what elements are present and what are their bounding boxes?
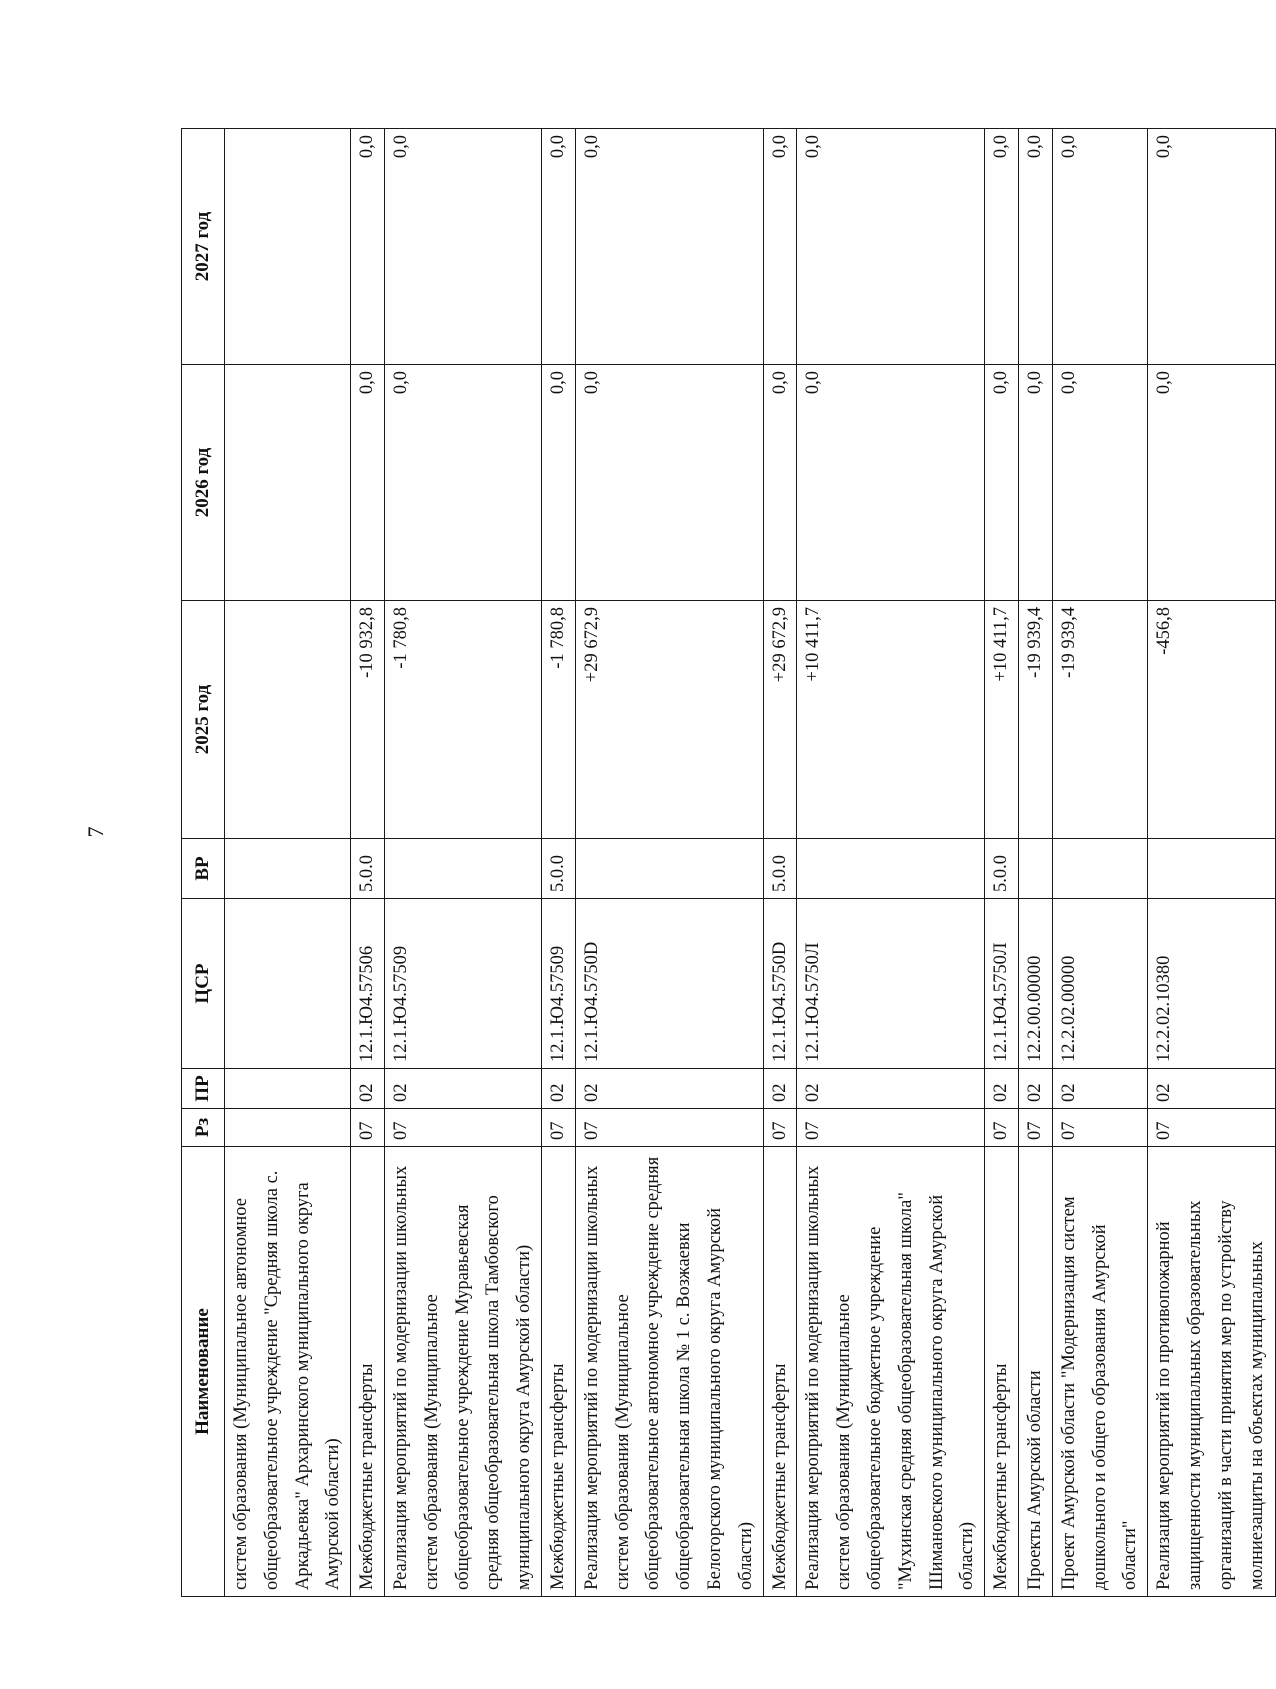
cell-2025: -19 939,4 xyxy=(1018,601,1052,839)
page-number: 7 xyxy=(83,826,108,838)
cell-2027: 0,0 xyxy=(1052,129,1147,365)
cell-vr: 5.0.0 xyxy=(763,839,797,899)
cell-pr: 02 xyxy=(384,1069,541,1109)
header-2025: 2025 год xyxy=(182,601,225,839)
cell-rz: 07 xyxy=(541,1109,575,1147)
cell-vr xyxy=(1018,839,1052,899)
cell-rz: 07 xyxy=(985,1109,1019,1147)
header-2027: 2027 год xyxy=(182,129,225,365)
cell-csr: 12.1.Ю4.57509 xyxy=(384,899,541,1069)
cell-csr: 12.1.Ю4.5750D xyxy=(763,899,797,1069)
cell-vr: 5.0.0 xyxy=(541,839,575,899)
table-row xyxy=(985,129,1019,1597)
table-row xyxy=(351,129,385,1597)
cell-pr: 02 xyxy=(797,1069,985,1109)
table-row xyxy=(1148,129,1276,1597)
cell-2025: +29 672,9 xyxy=(575,601,763,839)
cell-pr: 02 xyxy=(541,1069,575,1109)
cell-2027: 0,0 xyxy=(541,129,575,365)
cell-name: Межбюджетные трансферты xyxy=(763,1147,797,1597)
header-2026: 2026 год xyxy=(182,365,225,601)
cell-2027: 0,0 xyxy=(985,129,1019,365)
cell-pr: 02 xyxy=(985,1069,1019,1109)
cell-2026: 0,0 xyxy=(384,365,541,601)
cell-2027: 0,0 xyxy=(1148,129,1276,365)
budget-table xyxy=(181,128,1276,1597)
table-row xyxy=(225,129,351,1597)
cell-pr xyxy=(225,1069,351,1109)
cell-csr: 12.2.02.00000 xyxy=(1052,899,1147,1069)
cell-csr: 12.1.Ю4.57506 xyxy=(351,899,385,1069)
cell-name: Проекты Амурской области xyxy=(1018,1147,1052,1597)
cell-2027: 0,0 xyxy=(351,129,385,365)
cell-rz: 07 xyxy=(1018,1109,1052,1147)
cell-2025: +10 411,7 xyxy=(985,601,1019,839)
cell-2026: 0,0 xyxy=(763,365,797,601)
cell-2026: 0,0 xyxy=(351,365,385,601)
cell-csr: 12.2.02.10380 xyxy=(1148,899,1276,1069)
rotated-page-content xyxy=(181,129,1267,1597)
cell-2026 xyxy=(225,365,351,601)
cell-rz xyxy=(225,1109,351,1147)
cell-vr xyxy=(1148,839,1276,899)
cell-vr xyxy=(1052,839,1147,899)
cell-name: Реализация мероприятий по модернизации школьных систем образования (Муниципальное общеобразовательное бюджетное учреждение "Мухинская средняя общеобразовательная школа" Шимановского муниципального округа Амурской области) xyxy=(797,1147,985,1597)
cell-pr: 02 xyxy=(763,1069,797,1109)
cell-2025: -19 939,4 xyxy=(1052,601,1147,839)
cell-2025: -1 780,8 xyxy=(541,601,575,839)
cell-name: Проект Амурской области "Модернизация систем дошкольного и общего образования Амурской области" xyxy=(1052,1147,1147,1597)
table-row xyxy=(1018,129,1052,1597)
cell-rz: 07 xyxy=(797,1109,985,1147)
cell-name: Реализация мероприятий по модернизации школьных систем образования (Муниципальное общеобразовательное автономное учреждение средняя общеобразовательная школа № 1 с. Возжаевки Белогорского муниципального округа Амурской области) xyxy=(575,1147,763,1597)
cell-rz: 07 xyxy=(575,1109,763,1147)
cell-2027: 0,0 xyxy=(763,129,797,365)
cell-2026: 0,0 xyxy=(797,365,985,601)
table-row xyxy=(575,129,763,1597)
cell-vr xyxy=(575,839,763,899)
table-row xyxy=(384,129,541,1597)
cell-pr: 02 xyxy=(351,1069,385,1109)
cell-rz: 07 xyxy=(1148,1109,1276,1147)
cell-pr: 02 xyxy=(575,1069,763,1109)
cell-pr: 02 xyxy=(1052,1069,1147,1109)
cell-2025: +29 672,9 xyxy=(763,601,797,839)
cell-name: Межбюджетные трансферты xyxy=(985,1147,1019,1597)
cell-name: систем образования (Муниципальное автономное общеобразовательное учреждение "Средняя школа с. Аркадьевка" Архаринского муниципального округа Амурской области) xyxy=(225,1147,351,1597)
cell-vr xyxy=(797,839,985,899)
cell-csr: 12.1.Ю4.57509 xyxy=(541,899,575,1069)
cell-2025: -10 932,8 xyxy=(351,601,385,839)
cell-2025: +10 411,7 xyxy=(797,601,985,839)
cell-2027: 0,0 xyxy=(575,129,763,365)
cell-pr: 02 xyxy=(1148,1069,1276,1109)
cell-vr xyxy=(225,839,351,899)
cell-name: Межбюджетные трансферты xyxy=(351,1147,385,1597)
cell-2027 xyxy=(225,129,351,365)
cell-2026: 0,0 xyxy=(541,365,575,601)
header-csr: ЦСР xyxy=(182,899,225,1069)
cell-name: Межбюджетные трансферты xyxy=(541,1147,575,1597)
cell-2025: -456,8 xyxy=(1148,601,1276,839)
cell-2027: 0,0 xyxy=(797,129,985,365)
table-row xyxy=(1052,129,1147,1597)
header-name: Наименование xyxy=(182,1147,225,1597)
cell-2026: 0,0 xyxy=(1018,365,1052,601)
cell-name: Реализация мероприятий по модернизации школьных систем образования (Муниципальное общеобразовательное учреждение Муравьевская средняя общеобразовательная школа Тамбовского муниципального округа Амурской области) xyxy=(384,1147,541,1597)
cell-2026: 0,0 xyxy=(1148,365,1276,601)
cell-2027: 0,0 xyxy=(384,129,541,365)
header-rz: Рз xyxy=(182,1109,225,1147)
cell-2027: 0,0 xyxy=(1018,129,1052,365)
table-header-row xyxy=(182,129,225,1597)
table-row xyxy=(541,129,575,1597)
cell-csr: 12.1.Ю4.5750D xyxy=(575,899,763,1069)
cell-vr: 5.0.0 xyxy=(351,839,385,899)
cell-csr: 12.1.Ю4.5750Л xyxy=(985,899,1019,1069)
cell-2026: 0,0 xyxy=(575,365,763,601)
cell-csr: 12.2.00.00000 xyxy=(1018,899,1052,1069)
cell-2025: -1 780,8 xyxy=(384,601,541,839)
cell-rz: 07 xyxy=(1052,1109,1147,1147)
cell-name: Реализация мероприятий по противопожарной защищенности муниципальных образовательных организаций в части принятия мер по устройству молниезащиты на объектах муниципальных xyxy=(1148,1147,1276,1597)
cell-vr xyxy=(384,839,541,899)
cell-2026: 0,0 xyxy=(1052,365,1147,601)
cell-vr: 5.0.0 xyxy=(985,839,1019,899)
table-row xyxy=(797,129,985,1597)
cell-2026: 0,0 xyxy=(985,365,1019,601)
table-row xyxy=(763,129,797,1597)
cell-pr: 02 xyxy=(1018,1069,1052,1109)
cell-rz: 07 xyxy=(351,1109,385,1147)
cell-rz: 07 xyxy=(384,1109,541,1147)
cell-2025 xyxy=(225,601,351,839)
header-vr: ВР xyxy=(182,839,225,899)
cell-csr: 12.1.Ю4.5750Л xyxy=(797,899,985,1069)
header-pr: ПР xyxy=(182,1069,225,1109)
cell-csr xyxy=(225,899,351,1069)
cell-rz: 07 xyxy=(763,1109,797,1147)
